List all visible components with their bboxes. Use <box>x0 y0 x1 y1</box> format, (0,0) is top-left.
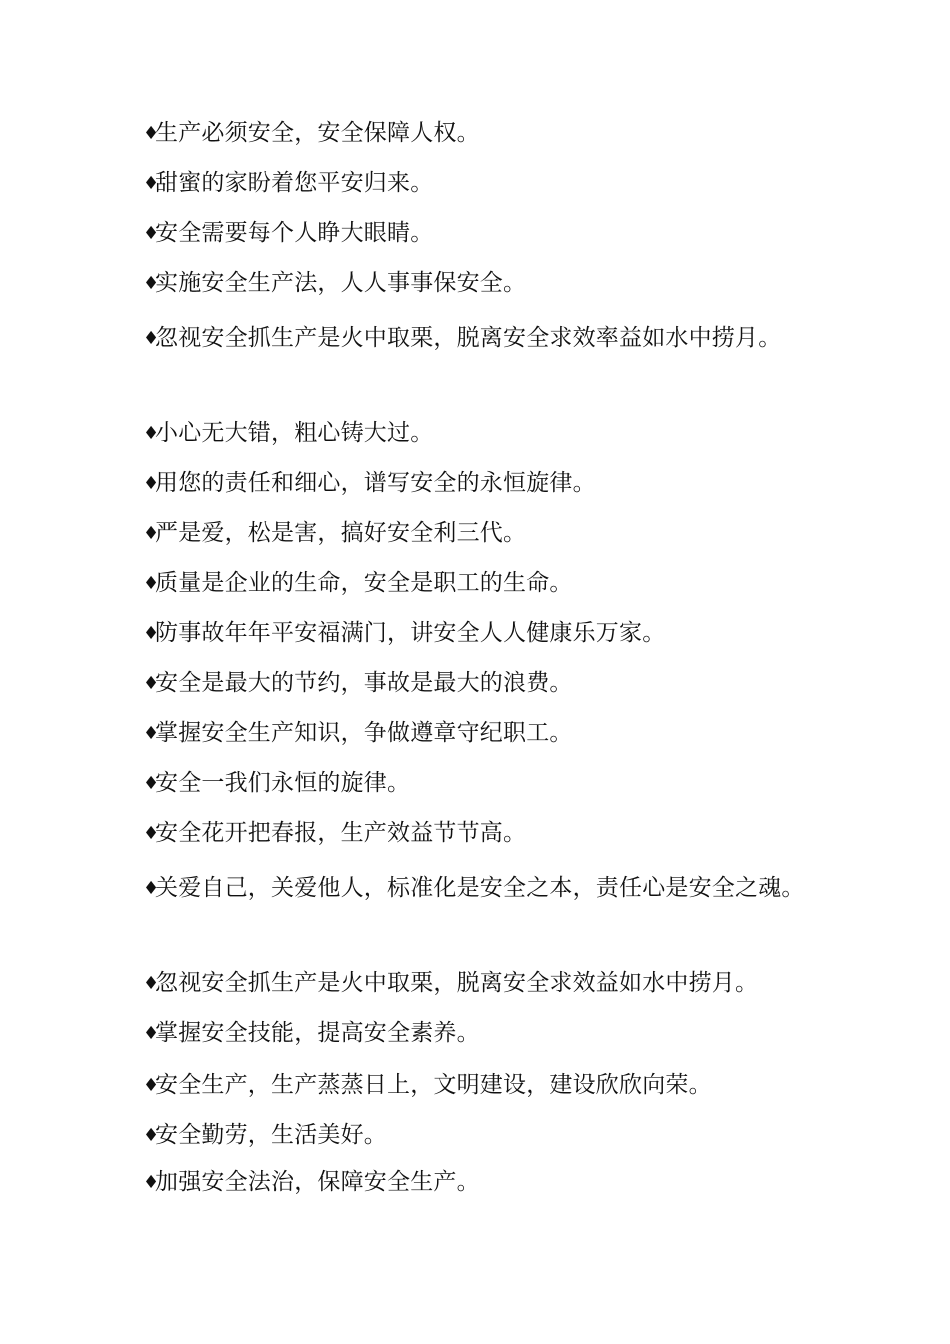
slogan-item <box>143 413 823 463</box>
diamond-bullet-icon: ♦ <box>143 473 160 494</box>
slogan-item <box>143 613 823 663</box>
diamond-bullet-icon: ♦ <box>143 823 160 844</box>
slogan-item <box>143 463 823 513</box>
slogan-item <box>143 1162 823 1212</box>
slogan-item <box>143 863 823 963</box>
diamond-bullet-icon: ♦ <box>143 123 160 144</box>
diamond-bullet-icon: ♦ <box>143 773 160 794</box>
slogan-item <box>143 563 823 613</box>
slogan-text: 安全需要每个人睁大眼睛。 <box>155 220 434 246</box>
slogan-text: 生产必须安全，安全保障人权。 <box>155 120 480 146</box>
slogan-text: 安全生产，生产蒸蒸日上，文明建设，建设欣欣向荣。 <box>155 1072 712 1098</box>
slogan-text: 实施安全生产法，人人事事保安全。 <box>155 270 527 296</box>
slogan-text: 质量是企业的生命，安全是职工的生命。 <box>155 570 573 596</box>
slogan-text: 掌握安全生产知识，争做遵章守纪职工。 <box>155 720 573 746</box>
slogan-item <box>143 313 823 413</box>
slogan-item <box>143 1013 823 1065</box>
diamond-bullet-icon: ♦ <box>143 1075 160 1096</box>
slogan-text: 防事故年年平安福满门，讲安全人人健康乐万家。 <box>155 620 666 646</box>
slogan-item <box>143 813 823 863</box>
diamond-bullet-icon: ♦ <box>143 223 160 244</box>
slogan-text: 用您的责任和细心，谱写安全的永恒旋律。 <box>155 470 596 496</box>
slogan-item <box>143 213 823 263</box>
slogan-item <box>143 713 823 763</box>
diamond-bullet-icon: ♦ <box>143 423 160 444</box>
slogan-text: 忽视安全抓生产是火中取栗，脱离安全求效益如水中捞月。 <box>155 970 759 996</box>
slogan-text: 加强安全法治，保障安全生产。 <box>155 1169 480 1195</box>
diamond-bullet-icon: ♦ <box>143 523 160 544</box>
diamond-bullet-icon: ♦ <box>143 1172 160 1193</box>
slogan-item <box>143 1065 823 1115</box>
diamond-bullet-icon: ♦ <box>143 878 160 899</box>
diamond-bullet-icon: ♦ <box>143 1125 160 1146</box>
diamond-bullet-icon: ♦ <box>143 273 160 294</box>
slogan-text: 安全勤劳，生活美好。 <box>155 1122 387 1148</box>
slogan-text: 掌握安全技能，提高安全素养。 <box>155 1020 480 1046</box>
slogan-item <box>143 513 823 563</box>
slogan-list <box>143 113 823 1212</box>
diamond-bullet-icon: ♦ <box>143 973 160 994</box>
diamond-bullet-icon: ♦ <box>143 623 160 644</box>
slogan-text: 关爱自己，关爱他人，标准化是安全之本，责任心是安全之魂。 <box>155 875 805 901</box>
slogan-item <box>143 163 823 213</box>
slogan-text: 小心无大错，粗心铸大过。 <box>155 420 434 446</box>
slogan-text: 安全是最大的节约，事故是最大的浪费。 <box>155 670 573 696</box>
diamond-bullet-icon: ♦ <box>143 673 160 694</box>
slogan-text: 安全一我们永恒的旋律。 <box>155 770 411 796</box>
slogan-text: 忽视安全抓生产是火中取栗，脱离安全求效率益如水中捞月。 <box>155 325 782 351</box>
slogan-item <box>143 1115 823 1162</box>
diamond-bullet-icon: ♦ <box>143 328 160 349</box>
slogan-item <box>143 763 823 813</box>
slogan-text: 安全花开把春报，生产效益节节高。 <box>155 820 527 846</box>
diamond-bullet-icon: ♦ <box>143 723 160 744</box>
diamond-bullet-icon: ♦ <box>143 173 160 194</box>
slogan-text: 甜蜜的家盼着您平安归来。 <box>155 170 434 196</box>
slogan-item <box>143 663 823 713</box>
diamond-bullet-icon: ♦ <box>143 1023 160 1044</box>
slogan-item <box>143 963 823 1013</box>
diamond-bullet-icon: ♦ <box>143 573 160 594</box>
slogan-item <box>143 113 823 163</box>
slogan-item <box>143 263 823 313</box>
slogan-text: 严是爱，松是害，搞好安全利三代。 <box>155 520 527 546</box>
